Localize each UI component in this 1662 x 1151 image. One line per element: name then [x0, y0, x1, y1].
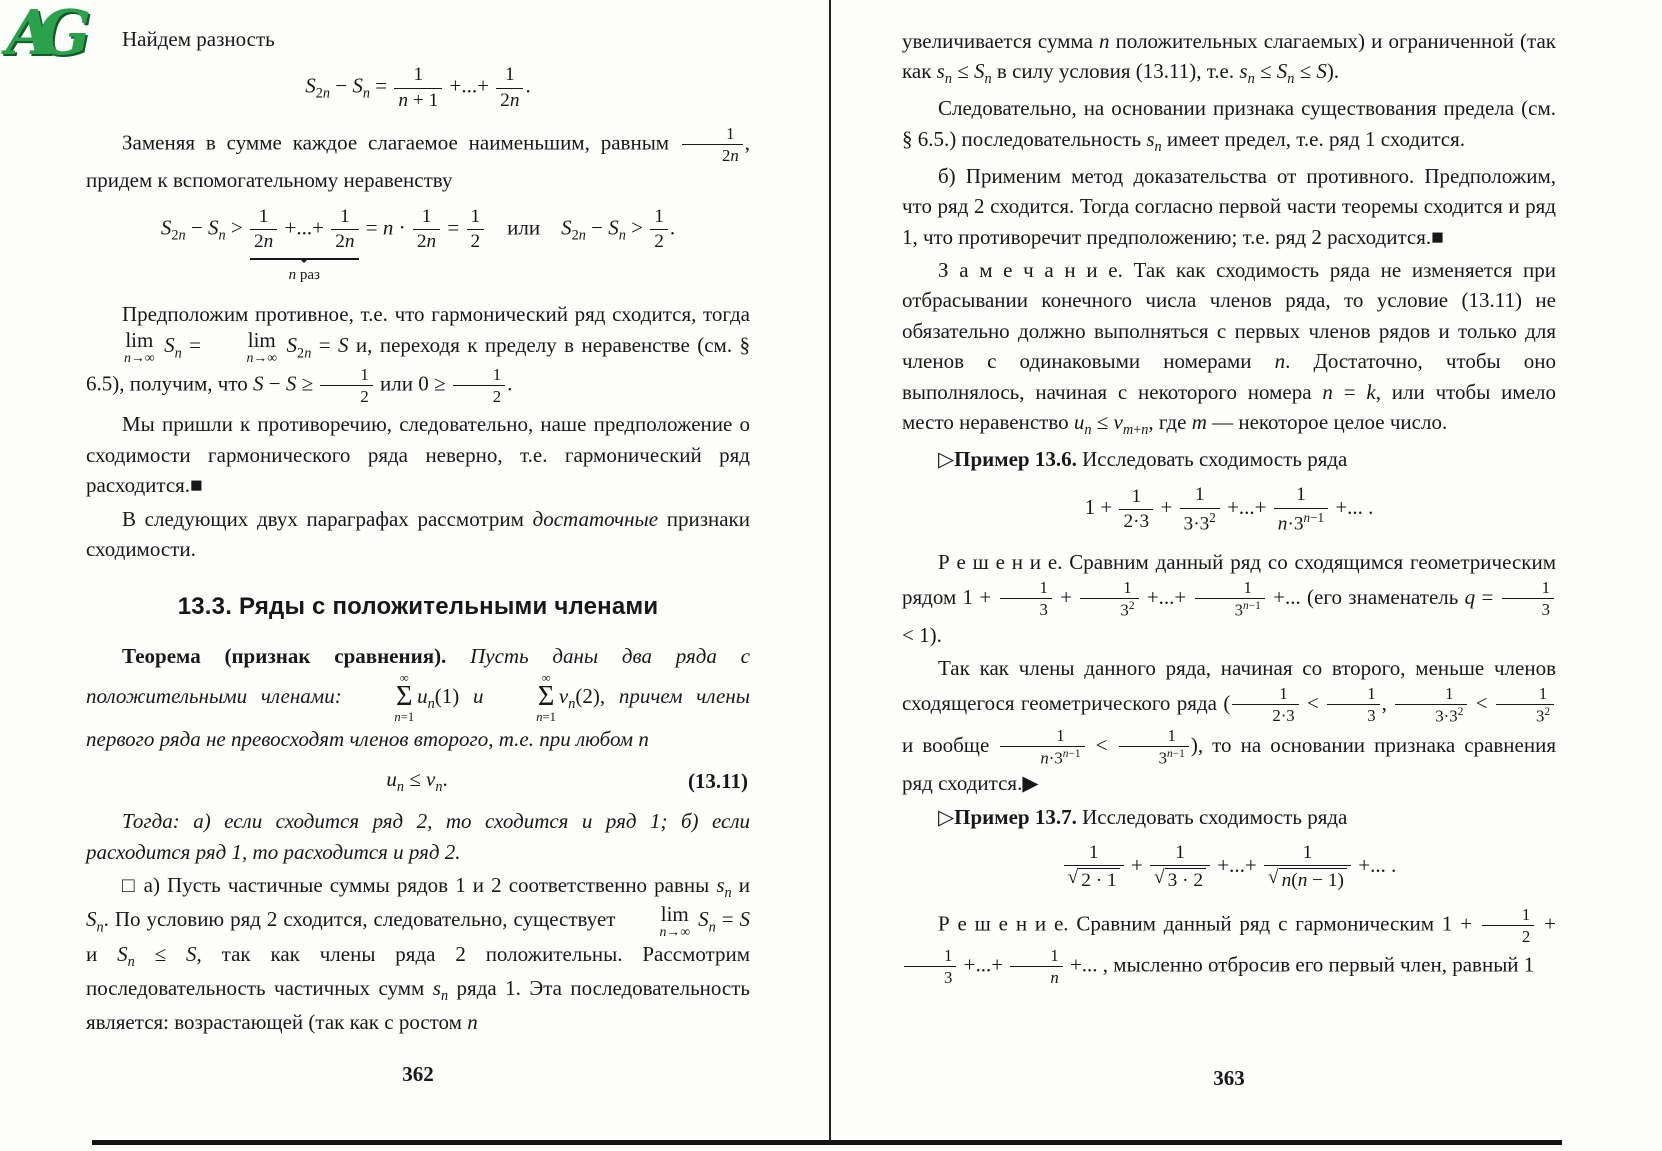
para-next-sections: В следующих двух параграфах рассмотрим достаточные признаки сходимости.	[86, 506, 750, 561]
ag-logo-icon: AG	[6, 0, 76, 69]
formula-example-13-6-series: 1 + $\frac{1}{2\cdot 3}$ + $\frac{1}{3\cdot 3^2}$ +...+ $\frac{1}{n\cdot 3^{n-1}}$ +... .	[1084, 484, 1374, 535]
para-remark: З а м е ч а н и е. Так как сходимость ряда не изменяется при отбрасывании конечного числа членов ряда, то условие (13.11) не обязательно должно выполняться с первых членов рядов и только для членов с одинаковыми номерами n. Достаточно, чтобы оно выполнялось, начиная с некоторого номера n = k, или чтобы имело место неравенство $u_n \le v_{m+n}$, где m — некоторое целое число.	[902, 257, 1556, 439]
para-limit-exists: Следовательно, на основании признака существования предела (см. § 6.5.) последовательность $s_n$ имеет предел, т.е. ряд 1 сходится.	[902, 96, 1556, 155]
bottom-edge-line	[92, 1140, 1562, 1145]
para-theorem-conclusion: Тогда: а) если сходится ряд 2, то сходится и ряд 1; б) если расходится ряд 1, то расходится и ряд 2.	[86, 809, 750, 864]
section-heading-13-3: 13.3. Ряды с положительными членами	[177, 593, 659, 621]
para-proof-continuation: увеличивается сумма n положительных слагаемых) и ограниченной (так как $s_n \le S_n$ в силу условия (13.11), т.е. $s_n \le S_n \le S$).	[902, 29, 1556, 88]
left-page	[86, 24, 750, 1040]
formula-example-13-7-series: 1 √ 2 · 1 + 1 √ 3 · 2 +...+ 1 √ n(n − 1) +... .	[902, 842, 1556, 892]
page-number-right: 363	[1213, 1066, 1245, 1090]
page-number-left: 362	[402, 1062, 434, 1086]
formula-auxiliary-inequality: $S_{2n} - S_n$ > $\frac{1}{2n}$ +...+ $\frac{1}{2n}$ n раз = n · $\frac{1}{2n}$ = $\frac{1}{2}$ или $S_{2n} - S_n$ > $\frac{1}{2}$ .	[160, 205, 676, 284]
para-proof-part-b: б) Применим метод доказательства от противного. Предположим, что ряд 2 сходится. Тогда согласно первой части теоремы сходится и ряд 1, что противоречит предположению; т.е. ряд 2 расходится.■	[902, 163, 1556, 249]
para-contradiction: Мы пришли к противоречию, следовательно, наше предположение о сходимости гармонического ряда неверно, т.е. гармонический ряд расходится.■	[86, 412, 750, 498]
para-solution-13-7: Р е ш е н и е. Сравним данный ряд с гармоническим 1 + $\frac{1}{2}$ + $\frac{1}{3}$ +...+ $\frac{1}{n}$ +... , мысленно отбросив его первый член, равный 1	[902, 905, 1556, 988]
para-find-difference: Найдем разность	[122, 27, 275, 51]
para-proof-part-a: □ а) Пусть частичные суммы рядов 1 и 2 соответственно равны $s_n$ и $S_n$. По условию ряд 2 сходится, следовательно, существует lim n→∞ $S_n = S$ и $S_n \le S$, так как члены ряда 2 положительны. Рассмотрим последовательность частичных сумм $s_n$ ряда 1. Эта последовательность является: возрастающей (так как с ростом n	[86, 872, 751, 1034]
para-comparison-13-6: Так как члены данного ряда, начиная со второго, меньше членов сходящегося геометрического ряда ( $\frac{1}{2\cdot 3}$ < $\frac{1}{3}$ , $\frac{1}{3\cdot 3^2}$ < $\frac{1}{3^2}$ и вообще $\frac{1}{n\cdot 3^{n-1}}$ < $\frac{1}{3^{n-1}}$ ), то на основании признака сравнения ряд сходится.▶	[902, 656, 1557, 796]
para-assume-contrary: Предположим противное, т.е. что гармонический ряд сходится, тогда lim n→∞ $S_n$ = lim n→∞ $S_{2n} = S$ и, переходя к пределу в неравенстве (см. § 6.5), получим, что S − S ≥ $\frac{1}{2}$ или 0 ≥ $\frac{1}{2}$ .	[86, 302, 750, 406]
para-replace-terms: Заменяя в сумме каждое слагаемое наименьшим, равным $\frac{1}{2n}$ , придем к вспомогательному неравенству	[86, 123, 750, 193]
formula-partial-sum-difference: $S_{2n} - S_n$ = $\frac{1}{n + 1}$ +...+ $\frac{1}{2n}$ .	[305, 64, 531, 111]
equation-body: $u_n \le v_n$.	[386, 767, 448, 796]
para-theorem-comparison: Теорема (признак сравнения). Пусть даны два ряда с положительными членами: ∞ Σ n=1 $u_n(1)$ и ∞ Σ n=1 $v_n(2)$, причем члены первого ряда не превосходят членов второго, т.е. при любом n	[86, 644, 750, 751]
equation-13-11	[86, 764, 750, 798]
page-divider-line	[829, 0, 831, 1142]
right-page	[902, 26, 1556, 991]
para-solution-13-6: Р е ш е н и е. Сравним данный ряд со сходящимся геометрическим рядом 1 + $\frac{1}{3}$ + $\frac{1}{3^2}$ +...+ $\frac{1}{3^{n-1}}$ +... (его знаменатель q = $\frac{1}{3}$ < 1).	[902, 550, 1556, 647]
equation-number: (13.11)	[687, 768, 749, 793]
para-example-13-7: ▷Пример 13.7. Исследовать сходимость ряда	[938, 804, 1348, 829]
para-example-13-6: ▷Пример 13.6. Исследовать сходимость ряда	[938, 447, 1348, 472]
